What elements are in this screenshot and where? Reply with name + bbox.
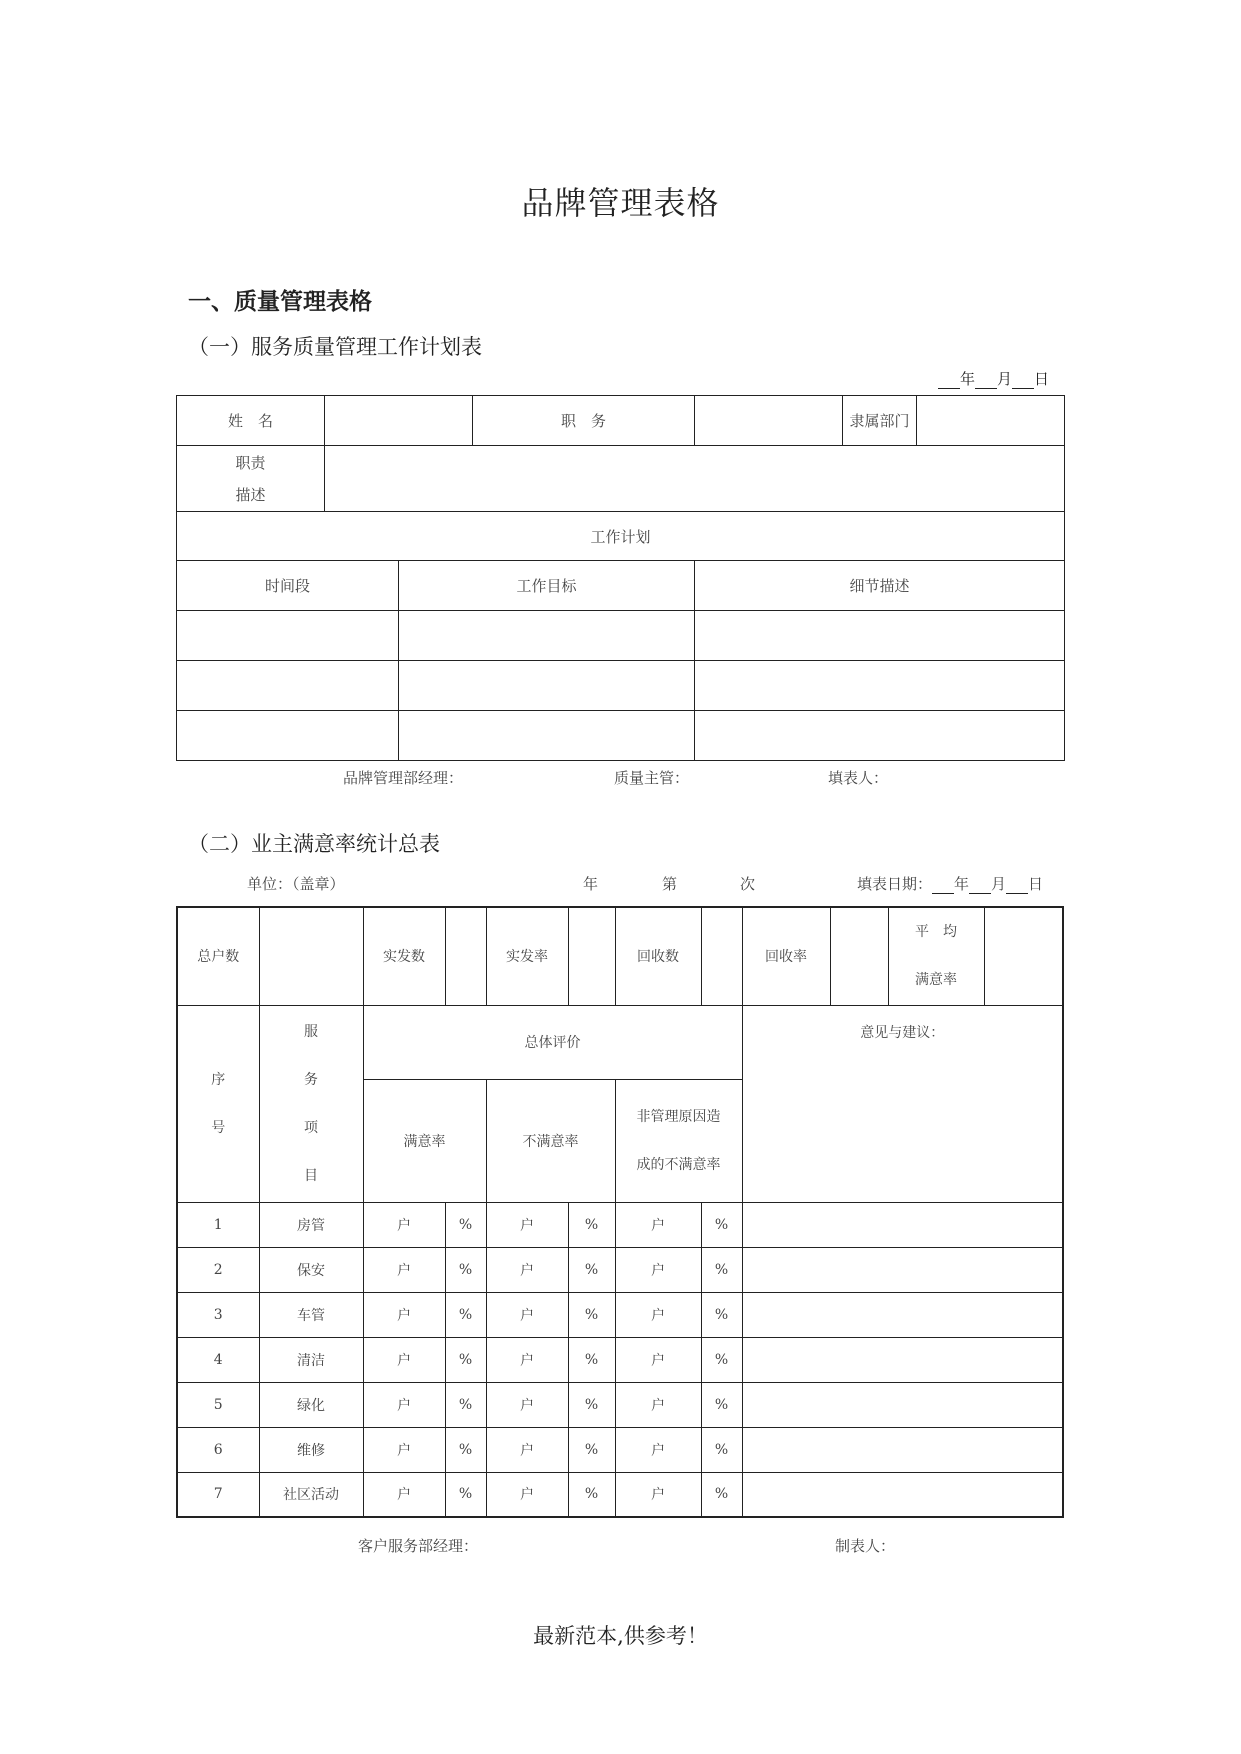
avg-satisfaction-label: 平 均 满意率 bbox=[888, 907, 984, 1005]
service-item-header: 服 务 项 目 bbox=[259, 1005, 363, 1202]
percent-unit[interactable]: % bbox=[445, 1247, 486, 1292]
service-item: 车管 bbox=[259, 1292, 363, 1337]
opinion-cell[interactable] bbox=[742, 1337, 1063, 1382]
returned-field[interactable] bbox=[701, 907, 742, 1005]
sign-supervisor: 质量主管： bbox=[614, 769, 690, 787]
households-unit[interactable]: 户 bbox=[615, 1337, 701, 1382]
month-label: 月 bbox=[991, 875, 1007, 893]
date-blank[interactable] bbox=[938, 374, 960, 389]
returned-label: 回收数 bbox=[615, 907, 701, 1005]
return-rate-label: 回收率 bbox=[742, 907, 830, 1005]
households-unit[interactable]: 户 bbox=[486, 1202, 568, 1247]
unit-label: 单位：（盖章） bbox=[247, 875, 345, 893]
percent-unit[interactable]: % bbox=[701, 1337, 742, 1382]
plan-cell[interactable] bbox=[177, 611, 399, 661]
return-rate-field[interactable] bbox=[830, 907, 888, 1005]
service-item: 清洁 bbox=[259, 1337, 363, 1382]
percent-unit[interactable]: % bbox=[445, 1337, 486, 1382]
col-header-detail: 细节描述 bbox=[695, 561, 1065, 611]
households-unit[interactable]: 户 bbox=[363, 1292, 445, 1337]
opinion-cell[interactable] bbox=[742, 1427, 1063, 1472]
name-label: 姓 名 bbox=[177, 396, 325, 446]
row-number: 1 bbox=[177, 1202, 259, 1247]
date-line-plan bbox=[938, 368, 1049, 389]
day-label: 日 bbox=[1028, 875, 1044, 893]
sent-field[interactable] bbox=[445, 907, 486, 1005]
households-unit[interactable]: 户 bbox=[486, 1427, 568, 1472]
households-unit[interactable]: 户 bbox=[363, 1337, 445, 1382]
households-unit[interactable]: 户 bbox=[615, 1202, 701, 1247]
name-field[interactable] bbox=[325, 396, 473, 446]
percent-unit[interactable]: % bbox=[568, 1382, 615, 1427]
opinion-cell[interactable] bbox=[742, 1382, 1063, 1427]
avg-satisfaction-field[interactable] bbox=[984, 907, 1063, 1005]
page-title: 品牌管理表格 bbox=[521, 184, 720, 222]
opinion-header: 意见与建议： bbox=[742, 1005, 1063, 1202]
nonmgmt-unsatisfied-header: 非管理原因造 成的不满意率 bbox=[615, 1079, 742, 1202]
table-row bbox=[177, 1427, 1063, 1472]
opinion-cell[interactable] bbox=[742, 1472, 1063, 1517]
table-row bbox=[177, 1292, 1063, 1337]
percent-unit[interactable]: % bbox=[701, 1247, 742, 1292]
day-label: 日 bbox=[1034, 370, 1050, 388]
row-number: 6 bbox=[177, 1427, 259, 1472]
dept-field[interactable] bbox=[917, 396, 1065, 446]
sign-cs-manager: 客户服务部经理： bbox=[358, 1537, 479, 1555]
households-unit[interactable]: 户 bbox=[615, 1427, 701, 1472]
table-row bbox=[177, 1202, 1063, 1247]
satisfied-rate-header: 满意率 bbox=[363, 1079, 486, 1202]
plan-cell[interactable] bbox=[177, 661, 399, 711]
percent-unit[interactable]: % bbox=[445, 1202, 486, 1247]
dept-label: 隶属部门 bbox=[843, 396, 917, 446]
fill-date bbox=[857, 873, 1043, 894]
percent-unit[interactable]: % bbox=[701, 1472, 742, 1517]
households-unit[interactable]: 户 bbox=[486, 1472, 568, 1517]
ci-label: 次 bbox=[740, 875, 756, 893]
service-item: 保安 bbox=[259, 1247, 363, 1292]
percent-unit[interactable]: % bbox=[445, 1382, 486, 1427]
work-plan-table bbox=[176, 395, 1065, 761]
opinion-cell[interactable] bbox=[742, 1292, 1063, 1337]
col-header-time: 时间段 bbox=[177, 561, 399, 611]
households-unit[interactable]: 户 bbox=[486, 1292, 568, 1337]
sign-manager: 品牌管理部经理： bbox=[343, 769, 464, 787]
table-row bbox=[177, 1337, 1063, 1382]
sign-maker: 制表人： bbox=[835, 1537, 896, 1555]
total-households-field[interactable] bbox=[259, 907, 363, 1005]
percent-unit[interactable]: % bbox=[701, 1382, 742, 1427]
households-unit[interactable]: 户 bbox=[615, 1472, 701, 1517]
table-row bbox=[177, 1382, 1063, 1427]
plan-cell[interactable] bbox=[399, 611, 695, 661]
overall-eval-header: 总体评价 bbox=[363, 1005, 742, 1079]
households-unit[interactable]: 户 bbox=[615, 1292, 701, 1337]
position-label: 职 务 bbox=[473, 396, 695, 446]
opinion-cell[interactable] bbox=[742, 1247, 1063, 1292]
households-unit[interactable]: 户 bbox=[363, 1247, 445, 1292]
year-label: 年 bbox=[960, 370, 976, 388]
date-blank[interactable] bbox=[1006, 879, 1028, 894]
plan-cell[interactable] bbox=[695, 711, 1065, 761]
footer-note: 最新范本,供参考！ bbox=[533, 1624, 708, 1648]
subsection-heading-plan: （一）服务质量管理工作计划表 bbox=[188, 335, 482, 359]
service-item: 房管 bbox=[259, 1202, 363, 1247]
households-unit[interactable]: 户 bbox=[615, 1247, 701, 1292]
di-label: 第 bbox=[662, 875, 678, 893]
unsatisfied-rate-header: 不满意率 bbox=[486, 1079, 615, 1202]
row-number: 2 bbox=[177, 1247, 259, 1292]
table-row bbox=[177, 1472, 1063, 1517]
row-number: 5 bbox=[177, 1382, 259, 1427]
percent-unit[interactable]: % bbox=[701, 1202, 742, 1247]
percent-unit[interactable]: % bbox=[701, 1292, 742, 1337]
date-blank[interactable] bbox=[975, 374, 997, 389]
service-item: 绿化 bbox=[259, 1382, 363, 1427]
date-blank[interactable] bbox=[932, 879, 954, 894]
percent-unit[interactable]: % bbox=[445, 1427, 486, 1472]
row-number: 7 bbox=[177, 1472, 259, 1517]
plan-label: 工作计划 bbox=[177, 512, 1065, 561]
col-header-goal: 工作目标 bbox=[399, 561, 695, 611]
percent-unit[interactable]: % bbox=[568, 1202, 615, 1247]
households-unit[interactable]: 户 bbox=[615, 1382, 701, 1427]
date-blank[interactable] bbox=[1012, 374, 1034, 389]
households-unit[interactable]: 户 bbox=[363, 1382, 445, 1427]
subsection-heading-satisfaction: （二）业主满意率统计总表 bbox=[188, 832, 440, 856]
sent-rate-field[interactable] bbox=[568, 907, 615, 1005]
total-households-label: 总户数 bbox=[177, 907, 259, 1005]
duty-field[interactable] bbox=[325, 446, 1065, 512]
percent-unit[interactable]: % bbox=[568, 1247, 615, 1292]
percent-unit[interactable]: % bbox=[445, 1292, 486, 1337]
percent-unit[interactable]: % bbox=[445, 1472, 486, 1517]
row-number: 4 bbox=[177, 1337, 259, 1382]
row-number: 3 bbox=[177, 1292, 259, 1337]
households-unit[interactable]: 户 bbox=[363, 1427, 445, 1472]
sent-rate-label: 实发率 bbox=[486, 907, 568, 1005]
households-unit[interactable]: 户 bbox=[363, 1472, 445, 1517]
year-label: 年 bbox=[583, 875, 599, 893]
households-unit[interactable]: 户 bbox=[486, 1247, 568, 1292]
plan-cell[interactable] bbox=[399, 711, 695, 761]
plan-cell[interactable] bbox=[695, 611, 1065, 661]
satisfaction-table bbox=[176, 906, 1064, 1518]
percent-unit[interactable]: % bbox=[568, 1472, 615, 1517]
percent-unit[interactable]: % bbox=[568, 1427, 615, 1472]
table-row bbox=[177, 1247, 1063, 1292]
year-label: 年 bbox=[954, 875, 970, 893]
seq-header: 序 号 bbox=[177, 1005, 259, 1202]
duty-label: 职责 描述 bbox=[177, 446, 325, 512]
sign-filler: 填表人： bbox=[828, 769, 889, 787]
fill-date-label: 填表日期： bbox=[857, 875, 933, 893]
sent-label: 实发数 bbox=[363, 907, 445, 1005]
plan-cell[interactable] bbox=[695, 661, 1065, 711]
households-unit[interactable]: 户 bbox=[486, 1382, 568, 1427]
position-field[interactable] bbox=[695, 396, 843, 446]
households-unit[interactable]: 户 bbox=[486, 1337, 568, 1382]
percent-unit[interactable]: % bbox=[568, 1337, 615, 1382]
households-unit[interactable]: 户 bbox=[363, 1202, 445, 1247]
percent-unit[interactable]: % bbox=[701, 1427, 742, 1472]
percent-unit[interactable]: % bbox=[568, 1292, 615, 1337]
plan-cell[interactable] bbox=[399, 661, 695, 711]
section-heading: 一、质量管理表格 bbox=[188, 288, 372, 315]
plan-cell[interactable] bbox=[177, 711, 399, 761]
service-item: 社区活动 bbox=[259, 1472, 363, 1517]
service-item: 维修 bbox=[259, 1427, 363, 1472]
date-blank[interactable] bbox=[969, 879, 991, 894]
opinion-cell[interactable] bbox=[742, 1202, 1063, 1247]
month-label: 月 bbox=[997, 370, 1013, 388]
